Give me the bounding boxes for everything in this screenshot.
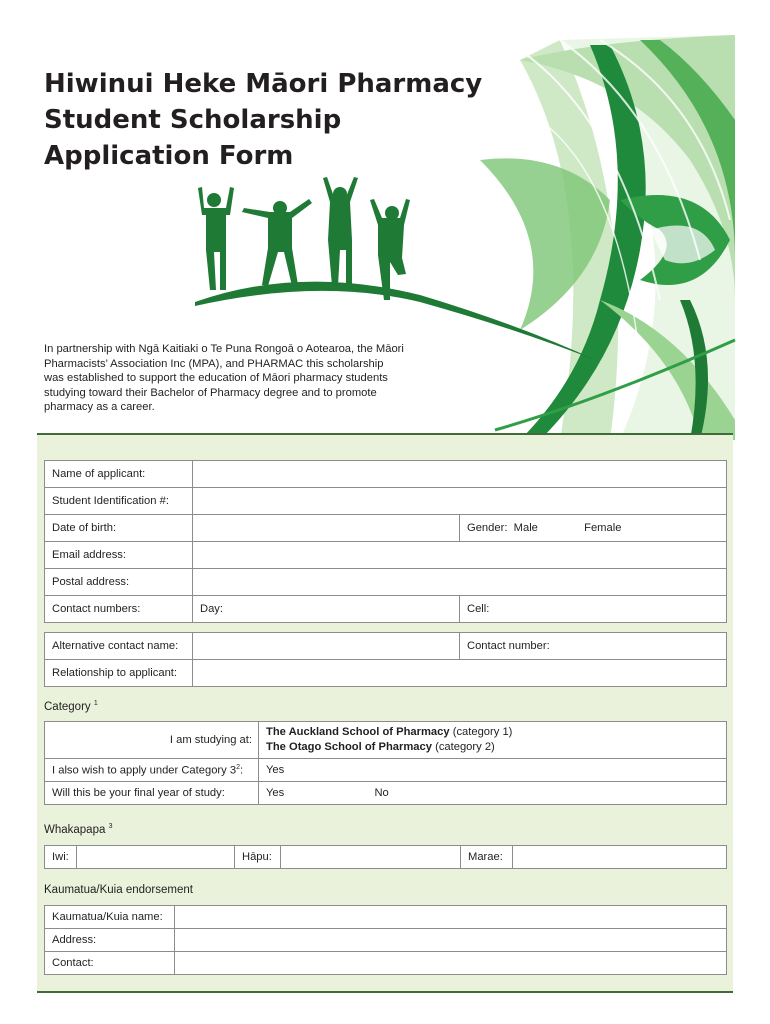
title-line-3: Application Form (44, 141, 294, 171)
endorsement-heading: Kaumatua/Kuia endorsement (44, 884, 193, 896)
gender-male-option[interactable]: Male (513, 522, 538, 534)
category3-colon: : (239, 764, 244, 777)
cell-label: Cell: (467, 603, 490, 615)
postal-field[interactable] (193, 569, 727, 596)
table-row (45, 488, 727, 515)
kaumatua-address-label: Address: (45, 929, 175, 952)
postal-label: Postal address: (45, 569, 193, 596)
student-id-field[interactable] (193, 488, 727, 515)
dancers-silhouette (198, 177, 410, 300)
table-row (45, 569, 727, 596)
email-label: Email address: (45, 542, 193, 569)
alt-number-field[interactable] (460, 633, 727, 660)
table-row (45, 633, 727, 660)
category-heading (44, 700, 98, 713)
day-label: Day: (200, 603, 224, 615)
table-row (45, 596, 727, 623)
table-row (45, 515, 727, 542)
gender-female-option[interactable]: Female (584, 522, 622, 534)
day-field[interactable] (193, 596, 460, 623)
final-year-label: Will this be your final year of study: (45, 782, 259, 805)
category-table (44, 721, 727, 805)
category3-yes-option[interactable] (259, 759, 727, 782)
title-line-1: Hiwinui Heke Māori Pharmacy (44, 69, 483, 99)
table-row (45, 461, 727, 488)
gender-cell (460, 515, 727, 542)
marae-field[interactable] (513, 846, 727, 869)
iwi-field[interactable] (77, 846, 235, 869)
kaumatua-address-field[interactable] (175, 929, 727, 952)
table-row (45, 660, 727, 687)
alt-name-field[interactable] (193, 633, 460, 660)
final-year-no-option[interactable]: No (374, 787, 389, 799)
whakapapa-heading (44, 823, 112, 836)
auckland-category: (category 1) (452, 726, 513, 738)
form-title (44, 66, 482, 174)
category3-footnote-marker: 2 (236, 763, 240, 771)
table-row (45, 759, 727, 782)
category-heading-text: Category (44, 700, 91, 713)
otago-option[interactable] (266, 740, 726, 755)
table-row (45, 846, 727, 869)
marae-label: Marae: (461, 846, 513, 869)
cell-field[interactable] (460, 596, 727, 623)
otago-category: (category 2) (435, 741, 495, 753)
category-footnote-marker: 1 (93, 700, 98, 707)
dob-field[interactable] (193, 515, 460, 542)
final-year-yes-option[interactable]: Yes (266, 787, 285, 799)
student-id-label: Student Identification #: (45, 488, 193, 515)
hapu-label: Hāpu: (235, 846, 281, 869)
auckland-option[interactable] (266, 725, 726, 740)
alt-name-label: Alternative contact name: (45, 633, 193, 660)
category3-label-text: I also wish to apply under Category 3 (52, 764, 237, 777)
name-label: Name of applicant: (45, 461, 193, 488)
whakapapa-heading-text: Whakapapa (44, 823, 106, 836)
dob-label: Date of birth: (45, 515, 193, 542)
studying-at-label: I am studying at: (45, 722, 259, 759)
table-row (45, 929, 727, 952)
kaumatua-contact-label: Contact: (45, 952, 175, 975)
title-line-2: Student Scholarship (44, 105, 342, 135)
table-row (45, 722, 727, 759)
gender-label: Gender: (467, 522, 508, 534)
name-field[interactable] (193, 461, 727, 488)
table-row (45, 952, 727, 975)
alternative-contact-table (44, 632, 727, 687)
intro-paragraph: In partnership with Ngā Kaitiaki o Te Puna Rongoā o Aotearoa, the Māori Pharmacists’ Association Inc (MPA), and PHARMAC this scholarship was established to support the education of Māori pharmacy students studying toward their Bachelor of Pharmacy degree and to promote pharmacy as a career. (44, 343, 404, 413)
relationship-field[interactable] (193, 660, 727, 687)
contact-numbers-label: Contact numbers: (45, 596, 193, 623)
whakapapa-table (44, 845, 727, 869)
email-field[interactable] (193, 542, 727, 569)
flax-leaves-art (480, 35, 735, 440)
table-row (45, 782, 727, 805)
table-row (45, 906, 727, 929)
final-year-options (259, 782, 727, 805)
kaumatua-contact-field[interactable] (175, 952, 727, 975)
auckland-school-name: The Auckland School of Pharmacy (266, 726, 450, 738)
whakapapa-footnote-marker: 3 (108, 823, 113, 830)
applicant-details-table (44, 460, 727, 623)
hapu-field[interactable] (281, 846, 461, 869)
category3-yes-label: Yes (266, 764, 285, 776)
category3-label (45, 759, 259, 782)
alt-number-label: Contact number: (467, 640, 550, 652)
school-options (259, 722, 727, 759)
iwi-label: Iwi: (45, 846, 77, 869)
endorsement-table (44, 905, 727, 975)
kaumatua-name-field[interactable] (175, 906, 727, 929)
table-row (45, 542, 727, 569)
otago-school-name: The Otago School of Pharmacy (266, 741, 432, 753)
kaumatua-name-label: Kaumatua/Kuia name: (45, 906, 175, 929)
relationship-label: Relationship to applicant: (45, 660, 193, 687)
